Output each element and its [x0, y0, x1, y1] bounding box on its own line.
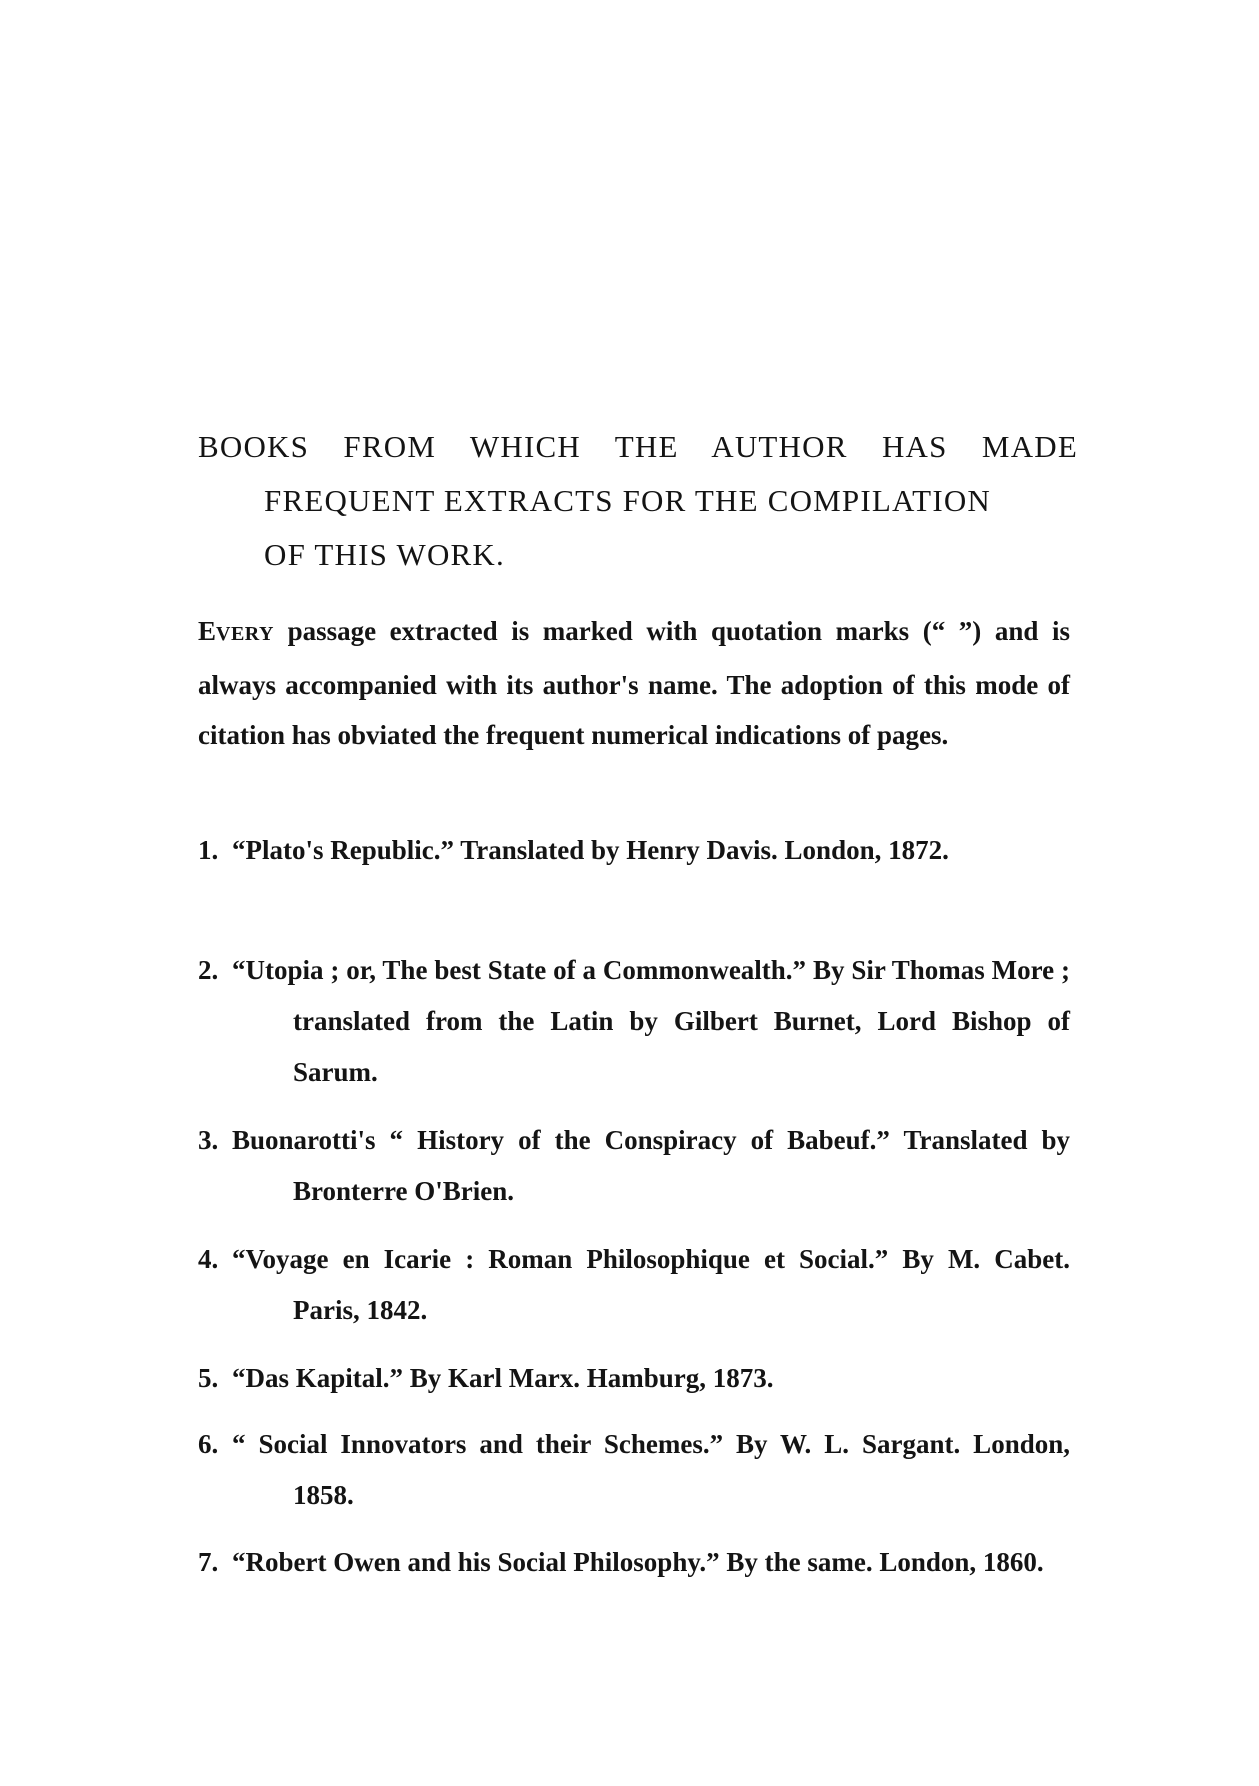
preface-text: passage extracted is marked with quotation marks (“ ”) and is always accompanied with its author's name. The adoption of this mode of citation has obviated the frequent numerical indications of pages. [198, 616, 1070, 750]
book-citation: “ Social Innovators and their Schemes.” By W. L. Sargant. London, 1858. [232, 1429, 1070, 1510]
book-citation: “Voyage en Icarie : Roman Philosophique et Social.” By M. Cabet. Paris, 1842. [232, 1244, 1070, 1325]
preface-lead-smallcaps: VERY [216, 623, 274, 645]
book-item-5 [198, 1353, 1070, 1404]
book-number: 3. [198, 1125, 219, 1155]
book-citation: “Das Kapital.” By Karl Marx. Hamburg, 1873. [232, 1363, 774, 1393]
heading-line-2: FREQUENT EXTRACTS FOR THE COMPILATION [264, 483, 992, 518]
book-item-6 [198, 1419, 1070, 1521]
book-number: 7. [198, 1547, 219, 1577]
section-heading [198, 420, 1078, 582]
book-item-4 [198, 1234, 1070, 1336]
book-item-3 [198, 1115, 1070, 1217]
book-citation: “Robert Owen and his Social Philosophy.” By the same. London, 1860. [232, 1547, 1044, 1577]
book-citation: Buonarotti's “ History of the Conspiracy of Babeuf.” Translated by Bronterre O'Brien. [232, 1125, 1070, 1206]
book-number: 1. [198, 835, 219, 865]
book-item-7 [198, 1537, 1070, 1588]
book-number: 6. [198, 1429, 219, 1459]
preface-paragraph [198, 606, 1070, 761]
book-number: 5. [198, 1363, 219, 1393]
book-item-2 [198, 945, 1070, 1098]
book-citation: “Utopia ; or, The best State of a Commonwealth.” By Sir Thomas More ; translated from the Latin by Gilbert Burnet, Lord Bishop of Sarum. [232, 955, 1070, 1087]
book-item-1 [198, 825, 1070, 876]
book-citation: “Plato's Republic.” Translated by Henry Davis. London, 1872. [232, 835, 949, 865]
heading-line-3: OF THIS WORK. [264, 537, 505, 572]
book-number: 2. [198, 955, 219, 985]
preface-lead-initial: E [198, 616, 217, 646]
book-number: 4. [198, 1244, 219, 1274]
heading-line-1: BOOKS FROM WHICH THE AUTHOR HAS MADE [198, 429, 1078, 464]
